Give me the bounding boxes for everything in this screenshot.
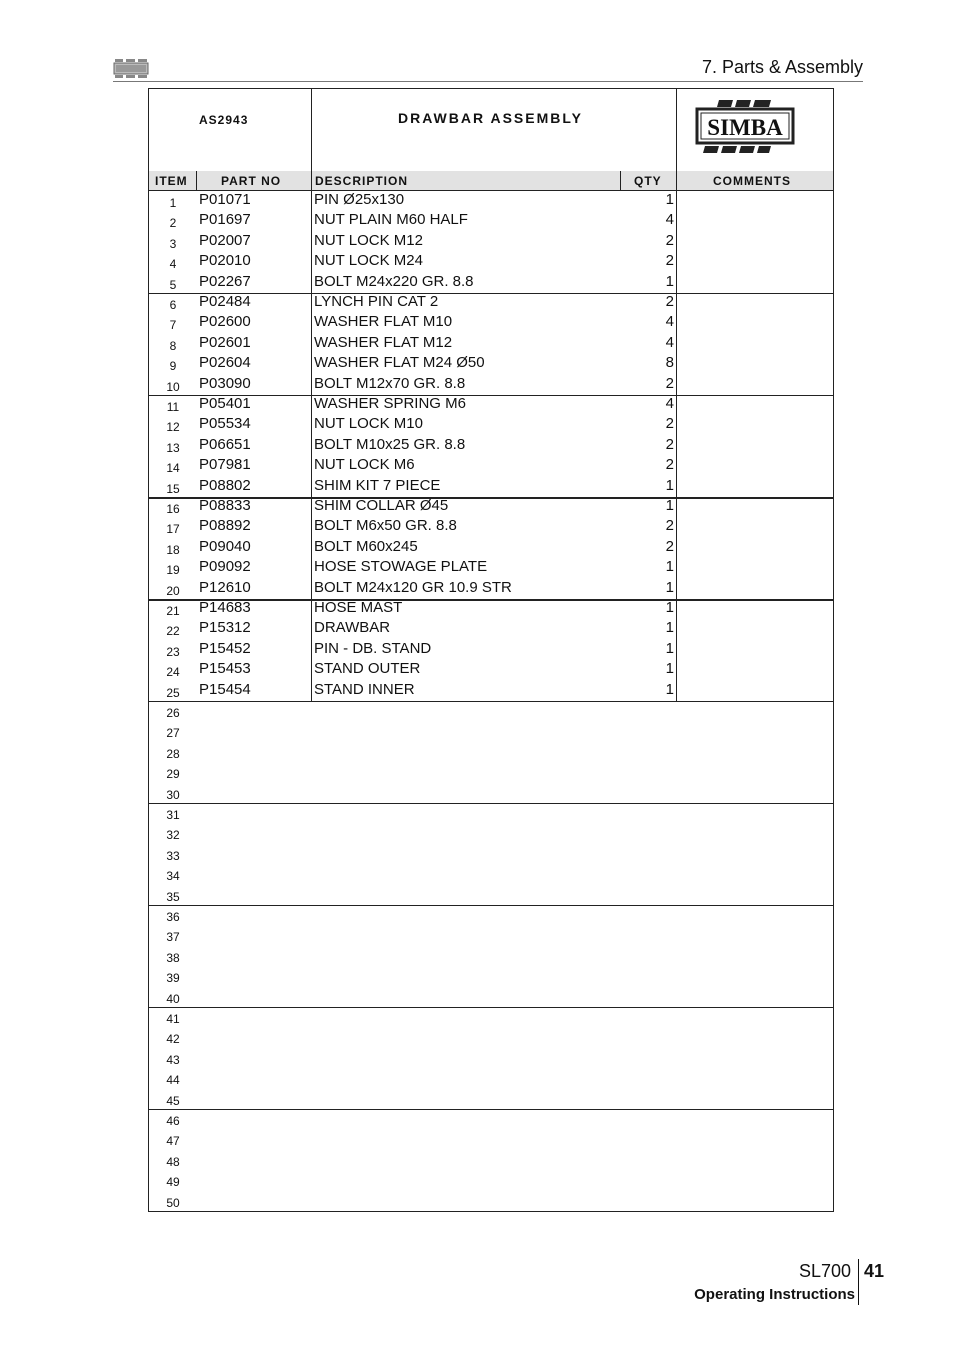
table-row [149,1109,833,1129]
item-number: 24 [166,665,180,680]
item-number: 19 [166,563,180,578]
table-row [149,354,833,374]
table-row [149,844,833,864]
part-description: WASHER FLAT M24 Ø50 [314,354,485,372]
item-number: 44 [166,1073,180,1088]
part-quantity: 1 [665,639,674,657]
part-description: SHIM COLLAR Ø45 [314,497,449,514]
part-number: P06651 [199,435,251,453]
part-description: NUT LOCK M6 [314,456,415,474]
part-number: P15453 [199,660,251,678]
part-quantity: 1 [665,558,674,576]
part-number: P02484 [199,293,251,310]
table-row [149,436,833,456]
table-row [149,742,833,762]
col-divider [196,171,197,190]
item-number: 23 [166,644,180,659]
col-description: DESCRIPTION [315,174,409,188]
table-row [149,721,833,741]
part-quantity: 1 [665,680,674,698]
item-number: 34 [166,869,180,884]
table-row [149,415,833,435]
table-row [149,1129,833,1149]
item-number: 12 [166,420,180,435]
item-number: 48 [166,1154,180,1169]
part-description: BOLT M10x25 GR. 8.8 [314,435,466,453]
table-row [149,681,833,701]
table-row [149,191,833,211]
table-row [149,395,833,415]
col-divider [311,171,312,190]
table-row [149,1150,833,1170]
footer-divider [858,1259,859,1305]
item-number: 14 [166,461,180,476]
part-number: P15452 [199,639,251,657]
table-row [149,762,833,782]
part-description: DRAWBAR [314,619,391,637]
item-number: 26 [166,706,180,720]
table-row [149,517,833,537]
part-number: P03090 [199,374,251,392]
part-quantity: 1 [665,497,674,514]
part-number: P07981 [199,456,251,474]
part-description: PIN Ø25x130 [314,191,405,208]
table-row [149,334,833,354]
part-description: PIN - DB. STAND [314,639,432,657]
item-number: 30 [166,787,180,802]
column-headers [149,171,833,191]
part-description: WASHER SPRING M6 [314,395,466,412]
part-quantity: 2 [665,374,674,392]
part-description: WASHER FLAT M10 [314,313,453,331]
table-row [149,313,833,333]
part-quantity: 1 [665,578,674,596]
table-row [149,1007,833,1027]
model-name: SL700 [799,1261,852,1281]
col-qty: QTY [634,174,662,188]
part-description: STAND INNER [314,680,415,698]
item-number: 16 [166,502,180,516]
part-number: P05534 [199,415,251,433]
assembly-code-cell [149,89,311,171]
item-number: 5 [169,277,177,292]
part-number: P08892 [199,517,251,535]
part-quantity: 2 [665,435,674,453]
part-number: P02007 [199,231,251,249]
part-quantity: 4 [665,313,674,331]
col-divider [676,171,677,190]
table-row [149,885,833,905]
item-number: 13 [166,440,180,455]
table-row [149,252,833,272]
part-description: NUT LOCK M10 [314,415,423,433]
table-row [149,211,833,231]
item-number: 17 [166,522,180,537]
item-number: 18 [166,542,180,557]
item-number: 20 [166,583,180,598]
item-number: 49 [166,1175,180,1190]
table-row [149,273,833,293]
assembly-name-cell [311,89,677,171]
part-quantity: 1 [665,660,674,678]
part-quantity: 2 [665,537,674,555]
part-description: LYNCH PIN CAT 2 [314,293,439,310]
part-quantity: 4 [665,211,674,229]
part-description: WASHER FLAT M12 [314,333,453,351]
item-number: 38 [166,950,180,965]
part-number: P09092 [199,558,251,576]
item-number: 21 [166,604,180,618]
item-number: 8 [169,338,177,353]
col-part-no: PART NO [221,174,282,188]
part-description: HOSE STOWAGE PLATE [314,558,488,576]
table-row [149,558,833,578]
item-number: 47 [166,1134,180,1149]
part-description: NUT LOCK M24 [314,252,423,270]
item-number: 6 [169,298,177,312]
table-row [149,946,833,966]
item-number: 4 [169,257,177,272]
part-description: HOSE MAST [314,599,403,616]
item-number: 10 [166,379,180,394]
table-row [149,1191,833,1211]
item-number: 33 [166,848,180,863]
item-number: 46 [166,1114,180,1128]
part-description: BOLT M12x70 GR. 8.8 [314,374,466,392]
part-quantity: 2 [665,415,674,433]
table-row [149,987,833,1007]
part-number: P15312 [199,619,251,637]
part-quantity: 1 [665,191,674,208]
part-number: P15454 [199,680,251,698]
table-row [149,497,833,517]
item-number: 50 [166,1195,180,1210]
table-row [149,538,833,558]
table-row [149,803,833,823]
col-comments: COMMENTS [713,174,791,188]
item-number: 40 [166,991,180,1006]
item-number: 35 [166,889,180,904]
part-quantity: 2 [665,456,674,474]
table-row [149,1068,833,1088]
assembly-code: AS2943 [199,113,249,127]
table-row [149,864,833,884]
part-description: BOLT M6x50 GR. 8.8 [314,517,457,535]
table-row [149,966,833,986]
item-number: 36 [166,910,180,924]
item-number: 32 [166,828,180,843]
assembly-name: DRAWBAR ASSEMBLY [398,110,583,126]
table-row [149,579,833,599]
part-description: BOLT M24x220 GR. 8.8 [314,272,474,290]
part-number: P02010 [199,252,251,270]
part-number: P14683 [199,599,251,616]
table-row [149,640,833,660]
table-row [149,293,833,313]
part-quantity: 4 [665,395,674,412]
item-number: 15 [166,481,180,496]
item-number: 28 [166,746,180,761]
item-number: 22 [166,624,180,639]
item-number: 2 [169,216,177,231]
col-item: ITEM [155,174,188,188]
table-row [149,1048,833,1068]
table-row [149,599,833,619]
table-row [149,375,833,395]
part-number: P12610 [199,578,251,596]
item-number: 39 [166,971,180,986]
item-number: 3 [169,236,177,251]
item-number: 45 [166,1093,180,1108]
part-number: P02600 [199,313,251,331]
item-number: 37 [166,930,180,945]
item-number: 43 [166,1052,180,1067]
part-quantity: 2 [665,231,674,249]
title-block [149,89,833,172]
item-number: 1 [169,196,177,210]
item-number: 42 [166,1032,180,1047]
part-number: P08833 [199,497,251,514]
item-number: 11 [166,400,180,414]
part-number: P01071 [199,191,251,208]
part-quantity: 2 [665,252,674,270]
part-description: BOLT M60x245 [314,537,418,555]
section-title: 7. Parts & Assembly [701,57,863,77]
part-description: BOLT M24x120 GR 10.9 STR [314,578,512,596]
part-quantity: 2 [665,517,674,535]
table-row [149,905,833,925]
part-quantity: 2 [665,293,674,310]
table-row [149,925,833,945]
table-row [149,660,833,680]
item-number: 7 [169,318,177,333]
part-quantity: 1 [665,599,674,616]
page-number: 41 [864,1261,885,1281]
part-number: P02267 [199,272,251,290]
part-quantity: 4 [665,333,674,351]
part-number: P08802 [199,476,251,494]
part-description: NUT PLAIN M60 HALF [314,211,468,229]
part-description: NUT LOCK M12 [314,231,423,249]
part-number: P02604 [199,354,251,372]
item-number: 31 [166,808,180,822]
part-number: P02601 [199,333,251,351]
part-quantity: 1 [665,476,674,494]
part-quantity: 1 [665,272,674,290]
part-number: P05401 [199,395,251,412]
table-row [149,477,833,497]
part-description: STAND OUTER [314,660,421,678]
col-divider [620,171,621,190]
simba-logo-text: SIMBA [707,115,783,140]
brand-logo-cell [676,89,834,171]
table-row [149,783,833,803]
part-number: P01697 [199,211,251,229]
table-row [149,619,833,639]
table-row [149,701,833,721]
table-row [149,1089,833,1109]
part-description: SHIM KIT 7 PIECE [314,476,441,494]
item-number: 29 [166,767,180,782]
item-number: 27 [166,726,180,741]
footer-subtitle: Operating Instructions [694,1286,855,1303]
simba-logo-icon [113,59,149,79]
item-number: 41 [166,1012,180,1026]
parts-table [148,88,834,1212]
simba-brand-logo-icon [695,96,795,160]
part-quantity: 8 [665,354,674,372]
table-row [149,823,833,843]
part-quantity: 1 [665,619,674,637]
table-row [149,1170,833,1190]
table-row [149,456,833,476]
table-row [149,1027,833,1047]
header-rule [113,81,863,82]
item-number: 9 [169,359,177,374]
table-row [149,232,833,252]
item-number: 25 [166,685,180,700]
part-number: P09040 [199,537,251,555]
